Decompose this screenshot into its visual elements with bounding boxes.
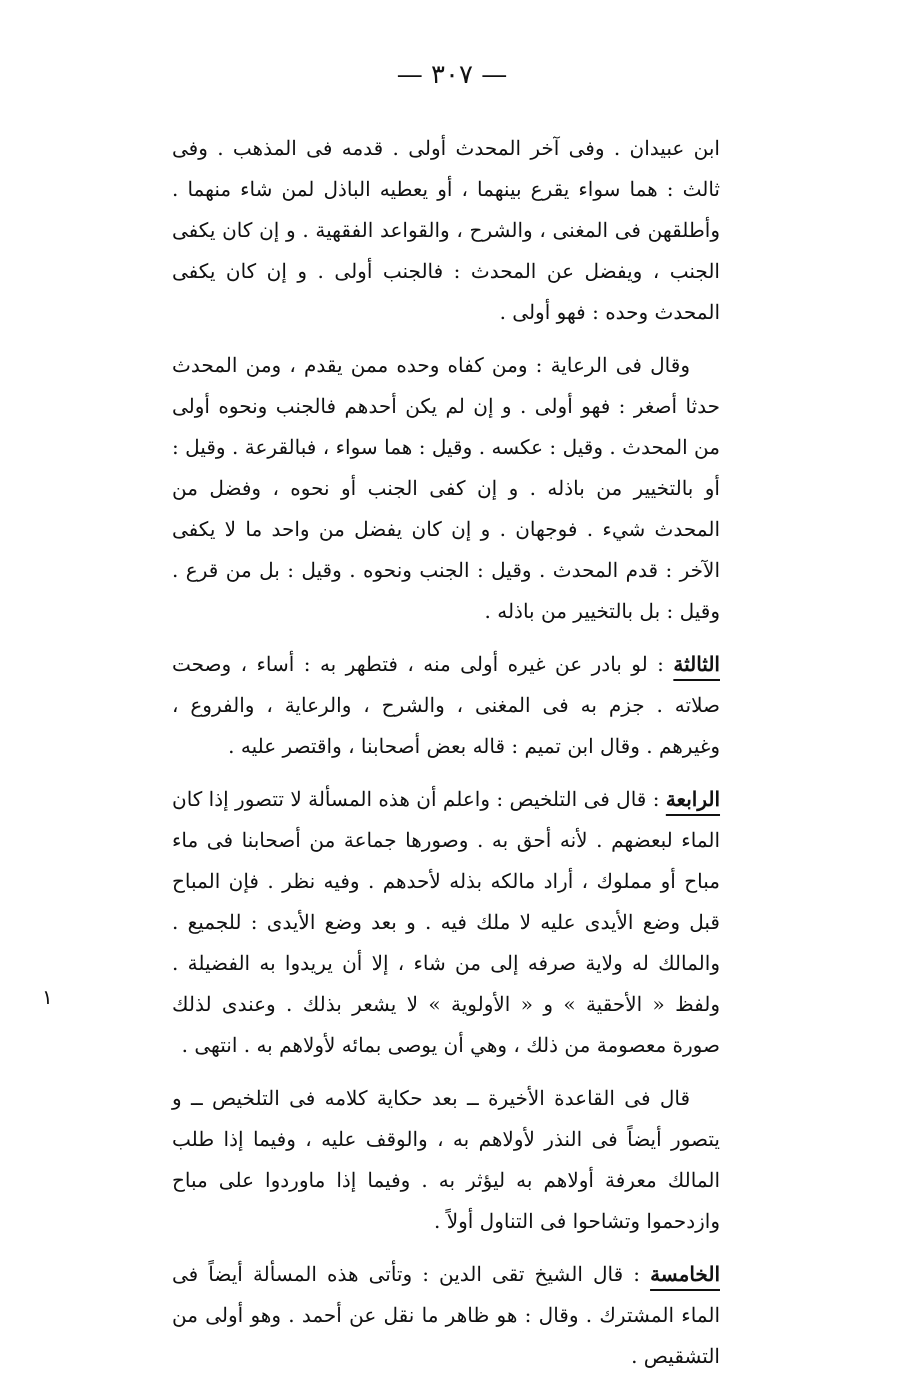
paragraph-5 bbox=[172, 1078, 720, 1242]
section-heading-third: الثالثة bbox=[673, 652, 720, 676]
paragraph-2 bbox=[172, 345, 720, 632]
paragraph-4 bbox=[172, 779, 720, 1066]
paragraph-1-text: ابن عبيدان . وفى آخر المحدث أولى . قدمه فى المذهب . وفى ثالث : هما سواء يقرع بينهما ، أو يعطيه الباذل لمن شاء منهما . وأطلقهن فى المغنى ، والشرح ، والقواعد الفقهية . و إن كان يكفى الجنب ، ويفضل عن المحدث : فالجنب أولى . و إن كان يكفى المحدث وحده : فهو أولى . bbox=[172, 136, 720, 324]
page-number: — ٣٠٧ — bbox=[396, 60, 508, 90]
paragraph-6-text: : قال الشيخ تقى الدين : وتأتى هذه المسألة أيضاً فى الماء المشترك . وقال : هو ظاهر ما نقل عن أحمد . وهو أولى من التشقيص . bbox=[172, 1262, 720, 1368]
section-heading-fourth: الرابعة bbox=[665, 787, 721, 811]
paragraph-5-text: قال فى القاعدة الأخيرة ــ بعد حكاية كلامه فى التلخيص ــ و يتصور أيضاً فى النذر لأولاهم به ، والوقف عليه ، وفيما إذا طلب المالك معرفة أولاهم به ليؤثر به . وفيما إذا ماوردوا على مباح وازدحموا وتشاحوا فى التناول أولاً . bbox=[172, 1086, 720, 1233]
paragraph-2-text: وقال فى الرعاية : ومن كفاه وحده ممن يقدم ، ومن المحدث حدثا أصغر : فهو أولى . و إن لم يكن أحدهم فالجنب ونحوه أولى من المحدث . وقيل : عكسه . وقيل : هما سواء ، فبالقرعة . وقيل : أو بالتخيير من باذله . و إن كفى الجنب أو نحوه ، وفضل من المحدث شيء . فوجهان . و إن كان يفضل من واحد ما لا يكفى الآخر : قدم المحدث . وقيل : الجنب ونحوه . وقيل : بل من قرع . وقيل : بل بالتخيير من باذله . bbox=[172, 353, 720, 623]
paragraph-3-text: : لو بادر عن غيره أولى منه ، فتطهر به : أساء ، وصحت صلاته . جزم به فى المغنى ، والشرح ، والرعاية ، والفروع ، وغيرهم . وقال ابن تميم : قاله بعض أصحابنا ، واقتصر عليه . bbox=[172, 652, 720, 758]
paragraph-4-text: : قال فى التلخيص : واعلم أن هذه المسألة لا تتصور إذا كان الماء لبعضهم . لأنه أحق به . وصورها جماعة من أصحابنا فى ماء مباح أو مملوك ، أراد مالكه بذله لأحدهم . وفيه نظر . فإن المباح قبل وضع الأيدى عليه لا ملك فيه . و بعد وضع الأيدى : للجميع . والمالك له ولاية صرفه إلى من شاء ، إلا أن يريدوا به الفضيلة . ولفظ « الأحقية » و « الأولوية » لا يشعر بذلك . وعندى لذلك صورة معصومة من ذلك ، وهي أن يوصى بمائه لأولاهم به . انتهى . bbox=[172, 787, 720, 1057]
paragraph-1 bbox=[172, 128, 720, 333]
paragraph-6 bbox=[172, 1254, 720, 1377]
footnote-marker: ١ bbox=[42, 985, 53, 1009]
paragraph-3 bbox=[172, 644, 720, 767]
page-body bbox=[172, 128, 720, 1389]
section-heading-fifth: الخامسة bbox=[650, 1262, 720, 1286]
